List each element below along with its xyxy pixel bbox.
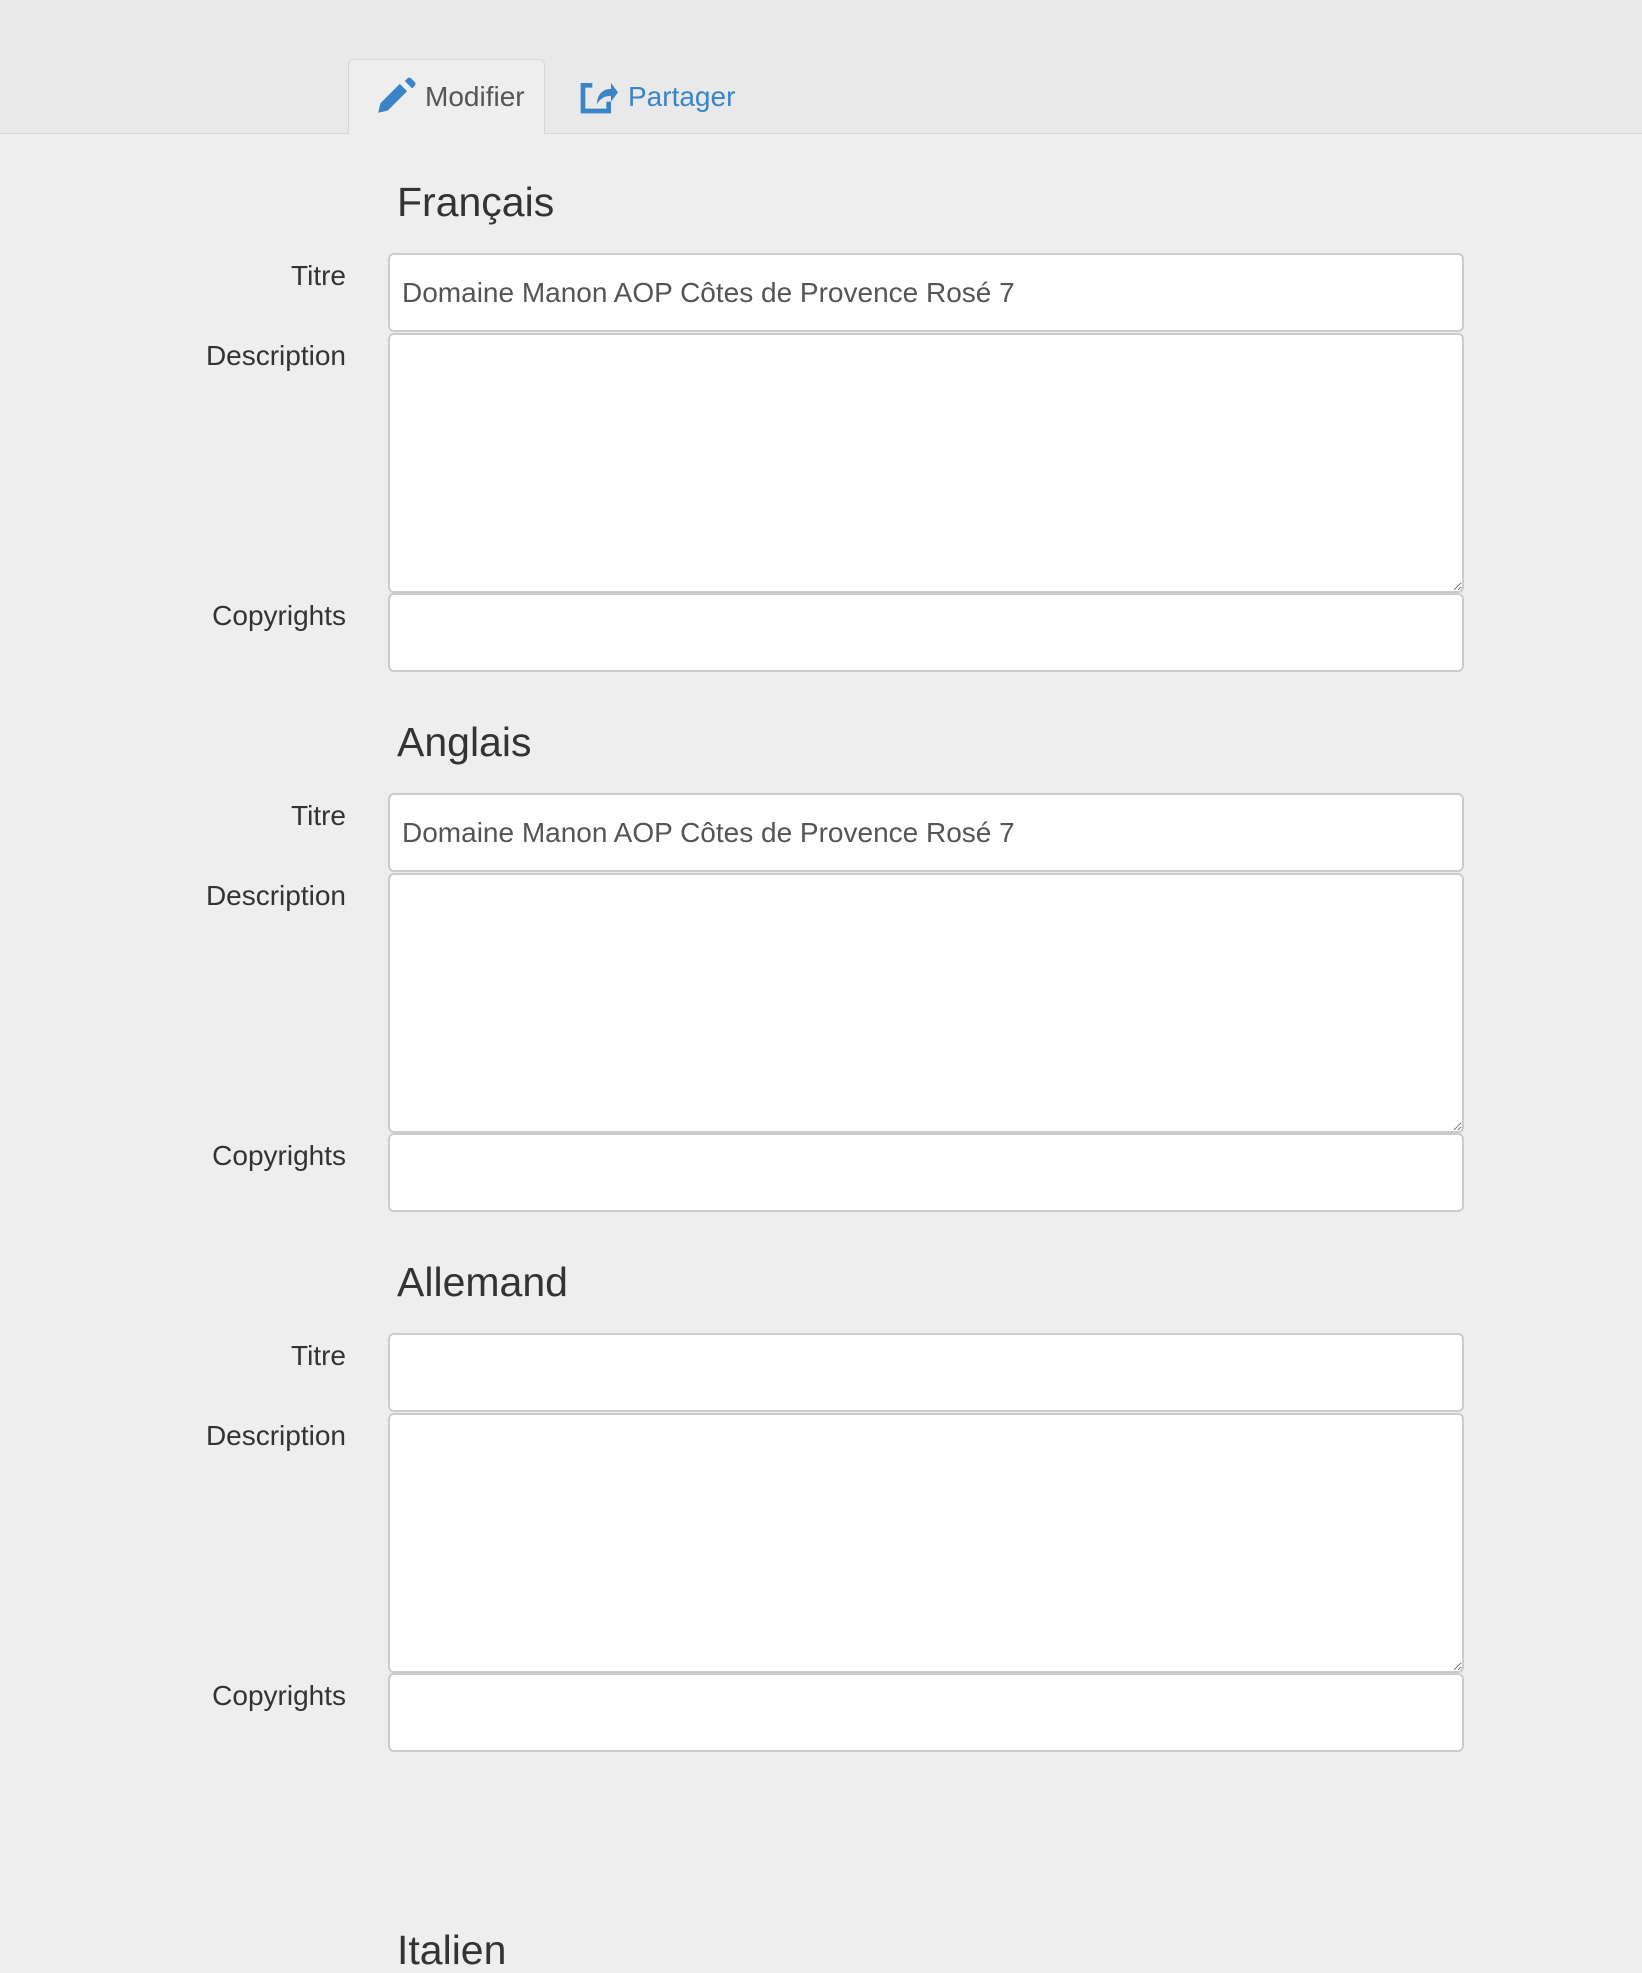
- description-textarea-allemand[interactable]: [388, 1413, 1464, 1673]
- tab-share-label: Partager: [628, 80, 736, 112]
- description-label: Description: [205, 1420, 346, 1451]
- title-input-anglais[interactable]: [388, 793, 1464, 872]
- description-textarea-anglais[interactable]: [388, 873, 1464, 1133]
- next-section-heading: Italien: [397, 1927, 507, 1973]
- copyrights-input-allemand[interactable]: [388, 1673, 1464, 1752]
- copyrights-label: Copyrights: [212, 600, 346, 631]
- copyrights-label: Copyrights: [212, 1680, 346, 1711]
- tab-bar: [0, 0, 1642, 134]
- tab-share[interactable]: [572, 59, 772, 134]
- section-heading: Anglais: [397, 719, 532, 765]
- section-heading: Français: [397, 179, 555, 225]
- tab-edit[interactable]: [348, 59, 545, 134]
- tab-edit-label: Modifier: [425, 81, 525, 112]
- copyrights-input-francais[interactable]: [388, 593, 1464, 672]
- section-heading: Allemand: [397, 1259, 568, 1305]
- title-label: Titre: [291, 1340, 346, 1371]
- share-icon: [576, 76, 618, 118]
- title-input-francais[interactable]: [388, 253, 1464, 332]
- description-label: Description: [205, 880, 346, 911]
- copyrights-input-anglais[interactable]: [388, 1133, 1464, 1212]
- pencil-icon: [373, 76, 415, 118]
- description-label: Description: [205, 340, 346, 371]
- copyrights-label: Copyrights: [212, 1140, 346, 1171]
- description-textarea-francais[interactable]: [388, 333, 1464, 593]
- title-label: Titre: [291, 800, 346, 831]
- title-label: Titre: [291, 260, 346, 291]
- title-input-allemand[interactable]: [388, 1333, 1464, 1412]
